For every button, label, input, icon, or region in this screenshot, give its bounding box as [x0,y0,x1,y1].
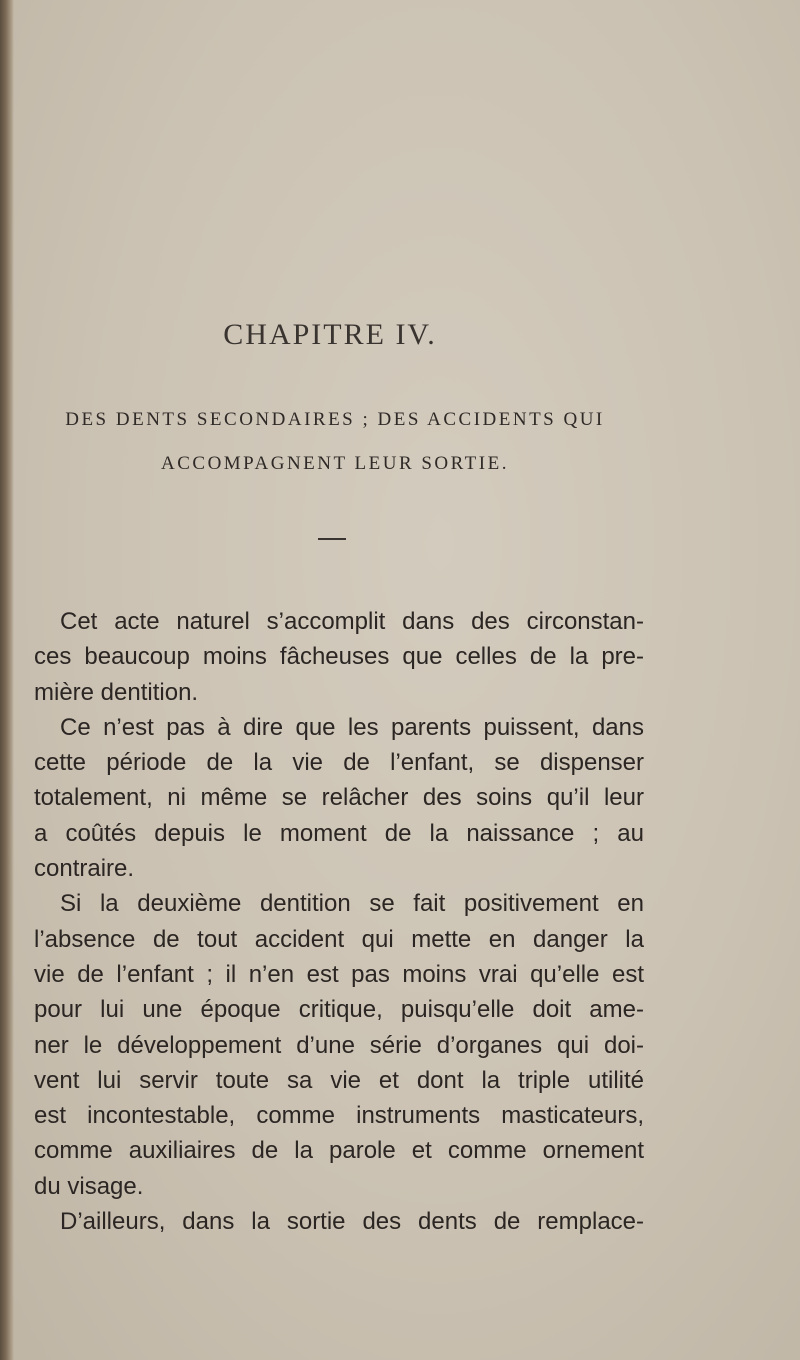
paragraph-2-line: totalement, ni même se relâcher des soins qu’il leur [34,784,644,812]
page-binding-edge [0,0,14,1360]
paragraph-4-line: D’ailleurs, dans la sortie des dents de remplace- [60,1208,644,1236]
paragraph-3-line: Si la deuxième dentition se fait positivement en [60,890,644,918]
paragraph-3-line: comme auxiliaires de la parole et comme ornement [34,1137,644,1165]
paragraph-2-line: contraire. [34,855,135,883]
paragraph-3-line: ner le développement d’une série d’organes qui doi- [34,1031,644,1059]
paragraph-1-line: ces beaucoup moins fâcheuses que celles de la pre- [34,643,644,671]
subtitle-line: DES DENTS SECONDAIRES ; DES ACCIDENTS QUI [65,409,605,430]
paragraph-3-line: l’absence de tout accident qui mette en danger la [34,925,644,953]
subtitle-line: ACCOMPAGNENT LEUR SORTIE. [161,453,509,474]
chapter-title: CHAPITRE IV. [223,318,437,351]
paragraph-3-line: pour lui une époque critique, puisqu’elle doit ame- [34,996,644,1024]
paragraph-1-line: mière dentition. [34,678,199,706]
chapter-subtitle [40,398,630,486]
paragraph-2-line: a coûtés depuis le moment de la naissance ; au [34,819,644,847]
paragraph-2-line: cette période de la vie de l’enfant, se dispenser [34,749,644,777]
body-text [34,604,644,1239]
paragraph-3-line: vent lui servir toute sa vie et dont la triple utilité [34,1066,644,1094]
paragraph-3-line: vie de l’enfant ; il n’en est pas moins vrai qu’elle est [34,960,644,988]
paragraph-1-line: Cet acte naturel s’accomplit dans des circonstan- [60,608,644,635]
section-separator [318,538,346,540]
paragraph-3-line: du visage. [34,1172,144,1200]
paragraph-3-line: est incontestable, comme instruments masticateurs, [34,1102,644,1130]
paragraph-2-line: Ce n’est pas à dire que les parents puissent, dans [60,713,644,741]
